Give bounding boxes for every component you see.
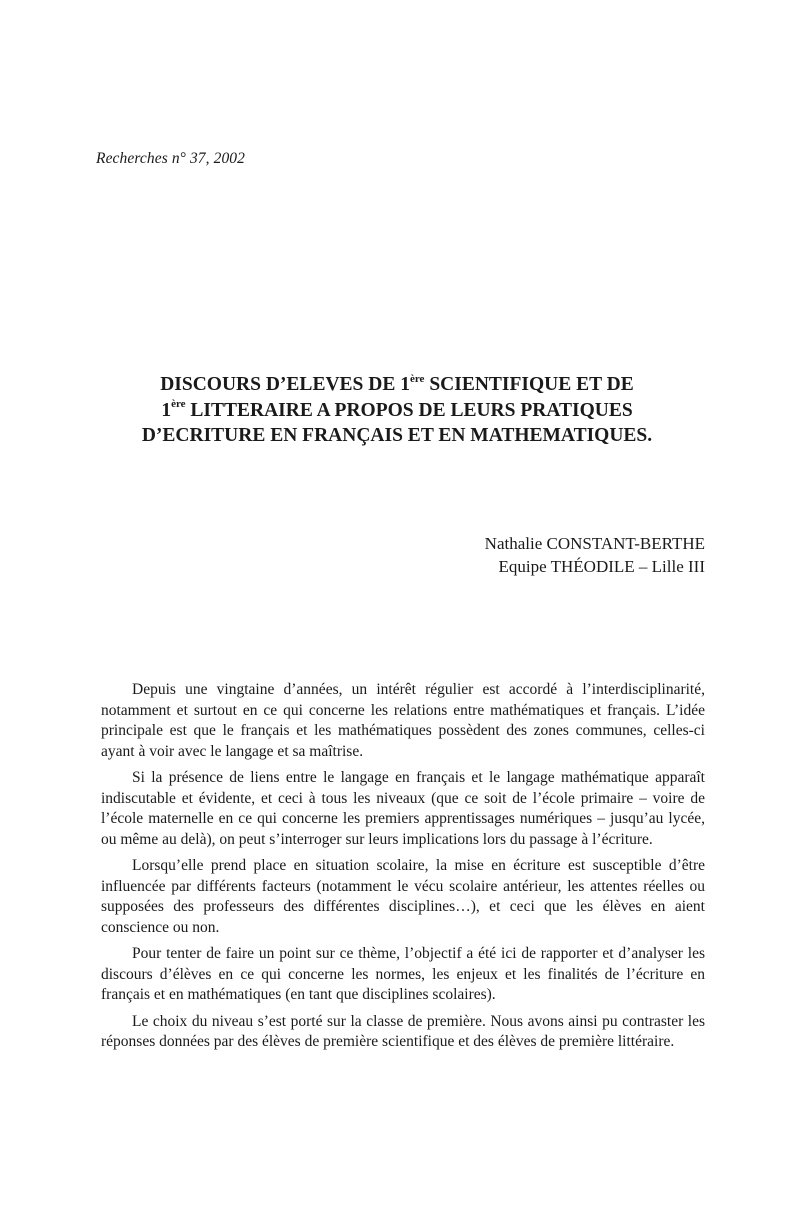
author-block xyxy=(485,532,705,578)
author-affiliation: Equipe THÉODILE – Lille III xyxy=(498,557,705,576)
title-line-2 xyxy=(60,398,734,424)
article-title xyxy=(60,372,734,449)
title-line-1-superscript: ère xyxy=(409,372,425,385)
journal-reference: Recherches n° 37, 2002 xyxy=(96,150,246,167)
title-line-1-start: DISCOURS D’ELEVES DE 1 xyxy=(160,374,410,395)
paragraph: Le choix du niveau s’est porté sur la classe de première. Nous avons ainsi pu contraster les réponses données par des élèves de première scientifique et des élèves de première littéraire. xyxy=(101,1012,705,1050)
author-name: Nathalie CONSTANT-BERTHE xyxy=(484,534,705,553)
paragraph: Depuis une vingtaine d’années, un intérêt régulier est accordé à l’interdisciplinarité, notamment et surtout en ce qui concerne les relations entre mathématiques et français. L’idée principale est que le français et les mathématiques possèdent des zones communes, celles-ci ayant à voir avec le langage et sa maîtrise. xyxy=(101,681,705,760)
title-line-2-end: LITTERAIRE A PROPOS DE LEURS PRATIQUES xyxy=(185,399,633,421)
title-line-2-start: 1 xyxy=(161,399,172,421)
paragraph: Si la présence de liens entre le langage en français et le langage mathématique apparaît indiscutable et évidente, et ceci à tous les niveaux (que ce soit de l’école primaire – voire de l’école maternelle en ce qui concerne les premiers apprentissages numériques – jusqu’au lycée, ou même au delà), on peut s’interroger sur leurs implications lors du passage à l’écriture. xyxy=(101,769,705,848)
paragraph: Lorsqu’elle prend place en situation scolaire, la mise en écriture est susceptible d’être influencée par différents facteurs (notamment le vécu scolaire antérieur, les attentes réelles ou supposées des professeurs des différentes disciplines…), et ceci que les élèves en aient conscience ou non. xyxy=(101,857,705,936)
title-line-2-superscript: ère xyxy=(171,398,186,410)
title-line-1-end: SCIENTIFIQUE ET DE xyxy=(424,374,634,395)
title-line-1 xyxy=(60,372,734,398)
article-body xyxy=(101,680,705,1059)
paragraph: Pour tenter de faire un point sur ce thème, l’objectif a été ici de rapporter et d’analyser les discours d’élèves en ce qui concerne les normes, les enjeux et les finalités de l’écriture en français et en mathématiques (en tant que disciplines scolaires). xyxy=(101,945,705,1003)
title-line-3: D’ECRITURE EN FRANÇAIS ET EN MATHEMATIQUES. xyxy=(141,425,653,446)
